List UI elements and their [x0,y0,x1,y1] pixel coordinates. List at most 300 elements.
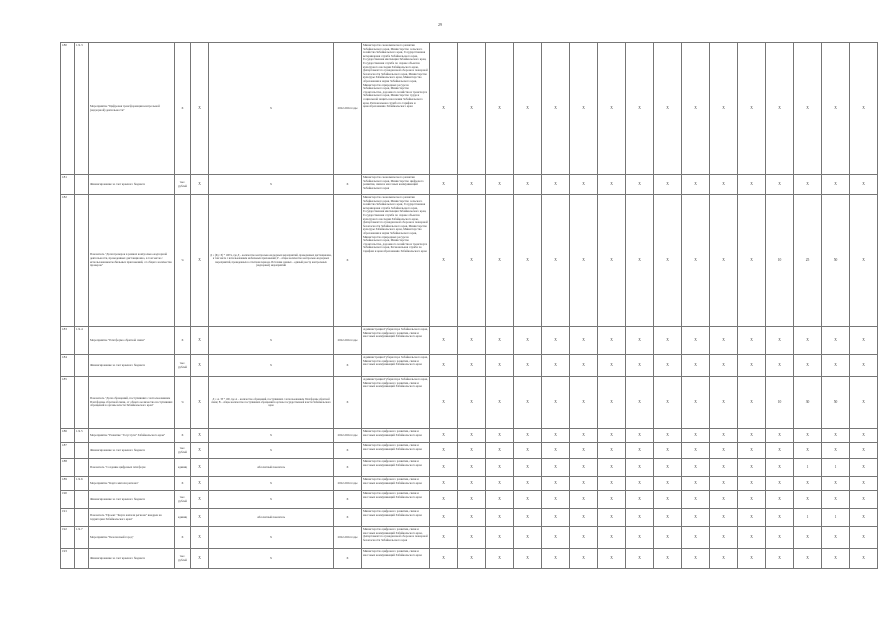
table-row [61,175,878,195]
row-value-cell: Х [430,429,458,443]
row-code-cell: 1.9.3 [75,43,89,175]
table-body [61,43,878,569]
row-value-cell: Х [570,355,598,377]
row-value-cell: Х [486,43,514,175]
row-value-cell: Х [458,477,486,491]
row-value-cell: Х [822,527,850,549]
row-value-cell: Х [486,477,514,491]
table-row [61,459,878,477]
row-number-cell: 189 [61,477,75,491]
row-value-cell: Х [710,429,738,443]
row-value-cell: Х [598,195,626,327]
row-formula-cell: Д = А / В * 100, где А – количество обращений, поступивших с использованием Платформы обратной связи; В – общее количество поступивших обращений в органы государственной власти Забайкальского края [209,377,334,429]
row-value-cell: Х [486,527,514,549]
row-value-cell: Х [682,491,710,509]
row-period-cell: Х [334,491,362,509]
row-value-cell: Х [850,377,878,429]
row-value-cell: Х [626,477,654,491]
row-value-cell: Х [598,175,626,195]
row-value-cell: 25 [794,195,822,327]
row-value-cell: Х [458,527,486,549]
table-row [61,327,878,355]
row-value-cell: Х [514,429,542,443]
row-number-cell: 188 [61,459,75,477]
table-row [61,355,878,377]
row-value-cell: Х [738,549,766,569]
row-value-cell: Х [654,195,682,327]
row-value-cell: Х [430,477,458,491]
row-number-cell: 193 [61,549,75,569]
row-value-cell: Х [738,509,766,527]
row-number-cell: 190 [61,491,75,509]
row-value-cell: Х [514,377,542,429]
row-value-cell: Х [766,443,794,459]
row-source-cell: Х [191,355,209,377]
row-source-cell: Х [191,443,209,459]
row-number-cell: 191 [61,509,75,527]
row-value-cell: Х [710,491,738,509]
row-value-cell: Х [458,549,486,569]
row-value-cell: Х [430,549,458,569]
row-value-cell: Х [430,195,458,327]
row-executor-cell: Министерство экономического развития Забайкальского края, Министерство сельского хозяйства Забайкальского края, Государственная ветеринарная служба Забайкальского края, Государственная инспекция Забайкальского края, Государственная служба по охране объектов культурного наследия Забайкальского края, Департамент по гражданской обороне и пожарной безопасности Забайкальского края, Министерство культуры Забайкальского края, Министерство образования и науки Забайкальского края, Министерство природных ресурсов Забайкальского края, Министерство строительства, дорожного хозяйства и транспорта Забайкальского края, Региональная служба по тарифам и ценообразованию Забайкальского края [362,195,430,327]
row-value-cell: Х [430,175,458,195]
row-value-cell: Х [794,43,822,175]
row-unit-cell: единиц [175,459,191,477]
row-formula-cell: Х [209,477,334,491]
row-value-cell: Х [682,477,710,491]
row-source-cell: Х [191,195,209,327]
row-value-cell: Х [710,443,738,459]
row-value-cell: Х [710,549,738,569]
row-value-cell: Х [458,43,486,175]
row-formula-cell: Абсолютный показатель [209,509,334,527]
row-value-cell: Х [710,43,738,175]
row-code-cell: 1.9.7 [75,527,89,549]
table-row [61,527,878,549]
row-value-cell: Х [486,509,514,527]
row-value-cell: Х [570,527,598,549]
row-value-cell: Х [850,43,878,175]
row-value-cell: Х [822,175,850,195]
row-value-cell: Х [430,377,458,429]
row-value-cell: Х [542,195,570,327]
row-formula-cell: Х [209,527,334,549]
row-unit-cell: тыс. рублей [175,355,191,377]
table-row [61,491,878,509]
row-value-cell: Х [626,327,654,355]
row-value-cell: Х [514,43,542,175]
row-value-cell: Х [794,477,822,491]
row-number-cell: 181 [61,175,75,195]
row-value-cell: Х [682,509,710,527]
row-value-cell: Х [654,549,682,569]
row-value-cell: Х [822,443,850,459]
row-value-cell: Х [738,477,766,491]
row-executor-cell: Министерство цифрового развития, связи и массовых коммуникаций Забайкальского края [362,459,430,477]
row-executor-cell: Администрация Губернатора Забайкальского края, Министерство цифрового развития, связи и массовых коммуникаций Забайкальского края [362,355,430,377]
row-value-cell: Х [570,509,598,527]
row-value-cell: 30 [794,377,822,429]
row-period-cell: Х [334,549,362,569]
row-value-cell: Х [514,443,542,459]
row-value-cell: Х [570,377,598,429]
row-value-cell: Х [710,377,738,429]
row-number-cell: 192 [61,527,75,549]
row-value-cell: Х [654,509,682,527]
row-value-cell: Х [514,527,542,549]
row-executor-cell: Министерство экономического развития Забайкальского края, Министерство сельского хозяйства Забайкальского края, Государственная ветеринарная служба Забайкальского края, Государственная инспекция Забайкальского края, Государственная служба по охране объектов культурного наследия Забайкальского края, Департамент по гражданской обороне и пожарной безопасности Забайкальского края, Министерство культуры Забайкальского края, Министерство образования и науки Забайкальского края, Министерство природных ресурсов Забайкальского края, Министерство строительства, дорожного хозяйства и транспорта Забайкальского края, Министерство труда и социальной защиты населения Забайкальского края, Региональная служба по тарифам и ценообразованию Забайкальского края [362,43,430,175]
row-code-cell: 1.9.5 [75,429,89,443]
row-value-cell: Х [654,377,682,429]
row-value-cell: Х [570,491,598,509]
row-value-cell: Х [514,175,542,195]
row-name-cell: Финансирование за счет краевого бюджета [89,491,175,509]
row-value-cell: Х [486,491,514,509]
row-period-cell: Х [334,443,362,459]
row-value-cell: Х [682,549,710,569]
row-period-cell: 2022-2024 годы [334,43,362,175]
row-value-cell: Х [682,355,710,377]
row-value-cell: 10 [766,195,794,327]
row-value-cell: Х [682,175,710,195]
row-value-cell: Х [430,327,458,355]
row-value-cell: Х [710,327,738,355]
row-formula-cell: Х [209,491,334,509]
row-period-cell: Х [334,377,362,429]
row-code-cell: 1.9.4 [75,327,89,355]
row-executor-cell: Администрация Губернатора Забайкальского края, Министерство цифрового развития, связи и массовых коммуникаций Забайкальского края [362,327,430,355]
row-value-cell: Х [766,459,794,477]
row-code-cell [75,355,89,377]
row-value-cell: Х [766,327,794,355]
row-value-cell: Х [682,459,710,477]
row-value-cell: Х [626,443,654,459]
row-value-cell: Х [850,429,878,443]
row-period-cell: 2022-2024 годы [334,429,362,443]
row-value-cell: Х [598,327,626,355]
row-value-cell: Х [542,377,570,429]
row-value-cell: Х [598,429,626,443]
row-value-cell: Х [486,175,514,195]
row-number-cell: 185 [61,377,75,429]
row-value-cell: Х [570,549,598,569]
row-value-cell: Х [542,477,570,491]
row-name-cell: Финансирование за счет краевого бюджета [89,355,175,377]
row-value-cell: Х [794,549,822,569]
row-period-cell: Х [334,175,362,195]
row-value-cell: Х [738,491,766,509]
row-code-cell [75,195,89,327]
row-value-cell: Х [850,509,878,527]
row-value-cell: Х [766,509,794,527]
row-value-cell: Х [570,429,598,443]
row-source-cell: Х [191,509,209,527]
row-formula-cell: Х [209,443,334,459]
row-executor-cell: Министерство цифрового развития, связи и массовых коммуникаций Забайкальского края [362,443,430,459]
row-value-cell: Х [682,443,710,459]
row-value-cell: Х [738,327,766,355]
row-executor-cell: Министерство цифрового развития, связи и массовых коммуникаций Забайкальского края [362,477,430,491]
row-value-cell: Х [710,509,738,527]
row-value-cell: Х [458,195,486,327]
row-value-cell: Х [598,527,626,549]
row-value-cell: Х [850,549,878,569]
row-source-cell: Х [191,549,209,569]
row-code-cell [75,377,89,429]
row-value-cell: Х [542,443,570,459]
row-value-cell: Х [794,443,822,459]
row-value-cell: 1 [794,459,822,477]
row-executor-cell: Министерство цифрового развития, связи и массовых коммуникаций Забайкальского края [362,549,430,569]
row-value-cell: Х [766,527,794,549]
row-code-cell [75,549,89,569]
row-value-cell: Х [542,491,570,509]
row-value-cell: Х [626,355,654,377]
row-value-cell: Х [486,195,514,327]
row-source-cell: Х [191,377,209,429]
row-name-cell: Мероприятие "Безопасный город" [89,527,175,549]
row-value-cell: Х [458,377,486,429]
row-value-cell: Х [542,549,570,569]
row-unit-cell: тыс. рублей [175,175,191,195]
row-value-cell: 1 [794,509,822,527]
row-value-cell: Х [598,355,626,377]
row-number-cell: 187 [61,443,75,459]
row-value-cell: Х [654,477,682,491]
row-name-cell: Финансирование за счет краевого бюджета [89,549,175,569]
row-value-cell: Х [514,195,542,327]
table-row [61,509,878,527]
row-source-cell: Х [191,527,209,549]
row-period-cell: 2022-2024 годы [334,327,362,355]
row-executor-cell: Министерство цифрового развития, связи и массовых коммуникаций Забайкальского края [362,509,430,527]
row-value-cell: Х [430,527,458,549]
table-row [61,549,878,569]
row-source-cell: Х [191,175,209,195]
row-value-cell: Х [486,459,514,477]
row-unit-cell: Х [175,43,191,175]
row-value-cell: Х [626,491,654,509]
row-value-cell: 10 [766,377,794,429]
row-code-cell [75,443,89,459]
row-value-cell: Х [598,459,626,477]
row-value-cell: Х [654,355,682,377]
row-value-cell: Х [654,443,682,459]
row-value-cell: Х [738,195,766,327]
row-value-cell: Х [626,509,654,527]
row-name-cell: Показатель "Создание цифровых платформ [89,459,175,477]
row-name-cell: Финансирование за счет краевого бюджета [89,443,175,459]
row-value-cell: Х [850,195,878,327]
row-value-cell: Х [682,377,710,429]
row-value-cell: Х [794,355,822,377]
row-value-cell: Х [598,43,626,175]
row-code-cell [75,509,89,527]
row-value-cell: 1 [822,459,850,477]
row-value-cell: Х [738,429,766,443]
row-value-cell: Х [850,443,878,459]
table-row [61,43,878,175]
row-value-cell: Х [486,327,514,355]
row-value-cell: Х [598,377,626,429]
row-executor-cell: Администрация Губернатора Забайкальского края, Министерство цифрового развития, связи и массовых коммуникаций Забайкальского края [362,377,430,429]
row-value-cell: Х [458,459,486,477]
row-formula-cell: Х [209,327,334,355]
row-value-cell: Х [458,355,486,377]
row-value-cell: Х [738,443,766,459]
row-value-cell: Х [682,327,710,355]
row-unit-cell: единиц [175,509,191,527]
row-value-cell: Х [794,327,822,355]
row-number-cell: 184 [61,355,75,377]
row-code-cell [75,175,89,195]
row-formula-cell: Х [209,355,334,377]
row-value-cell: 50 [822,195,850,327]
row-name-cell: Мероприятие "Платформа обратной связи" [89,327,175,355]
row-source-cell: Х [191,459,209,477]
row-value-cell: Х [626,195,654,327]
row-value-cell: Х [654,491,682,509]
row-value-cell: Х [514,477,542,491]
row-value-cell: Х [486,429,514,443]
row-value-cell: Х [626,175,654,195]
row-value-cell: Х [514,355,542,377]
row-value-cell: Х [710,477,738,491]
row-source-cell: Х [191,327,209,355]
row-value-cell: Х [850,527,878,549]
row-unit-cell: тыс. рублей [175,443,191,459]
row-value-cell: Х [626,429,654,443]
row-value-cell: Х [850,491,878,509]
row-value-cell: Х [570,459,598,477]
row-value-cell: 1 [822,509,850,527]
row-name-cell: Мероприятие "Цифровая трансформация контрольной (надзорной) деятельности" [89,43,175,175]
row-code-cell [75,491,89,509]
row-source-cell: Х [191,477,209,491]
row-name-cell: Показатель "Доля проверок в рамках контрольно-надзорной деятельности, проведенных дистанционно, в том числе с использованием мобильных приложений, от общего количества проверок" [89,195,175,327]
row-value-cell: Х [514,549,542,569]
row-value-cell: Х [570,175,598,195]
row-value-cell: Х [430,355,458,377]
row-executor-cell: Министерство цифрового развития, связи и массовых коммуникаций Забайкальского края, Департамент по гражданской обороне и пожарной безопасности Забайкальского края [362,527,430,549]
row-period-cell: Х [334,509,362,527]
row-source-cell: Х [191,43,209,175]
row-value-cell: Х [850,459,878,477]
table-row [61,429,878,443]
row-value-cell: Х [710,355,738,377]
row-executor-cell: Министерство цифрового развития, связи и массовых коммуникаций Забайкальского края [362,429,430,443]
table-row [61,195,878,327]
row-unit-cell: Х [175,527,191,549]
row-value-cell: Х [654,175,682,195]
row-value-cell: Х [794,491,822,509]
row-value-cell: Х [766,175,794,195]
row-value-cell: Х [766,355,794,377]
row-value-cell: Х [794,175,822,195]
row-name-cell: Мероприятие "Развитие "Госуслуги" Забайкальского края" [89,429,175,443]
row-period-cell: Х [334,195,362,327]
row-source-cell: Х [191,491,209,509]
row-value-cell: Х [598,549,626,569]
row-value-cell: Х [738,175,766,195]
row-value-cell: Х [738,459,766,477]
row-value-cell: Х [458,175,486,195]
row-value-cell: Х [822,429,850,443]
row-value-cell: Х [682,527,710,549]
row-value-cell: Х [570,443,598,459]
row-value-cell: Х [850,355,878,377]
row-value-cell: Х [682,195,710,327]
row-value-cell: Х [626,43,654,175]
row-value-cell: Х [654,327,682,355]
row-value-cell: Х [542,429,570,443]
row-value-cell: Х [458,429,486,443]
row-period-cell: Х [334,459,362,477]
row-formula-cell: Х [209,175,334,195]
row-value-cell: Х [822,491,850,509]
row-value-cell: Х [458,327,486,355]
row-value-cell: Х [850,327,878,355]
row-value-cell: Х [570,477,598,491]
row-value-cell: Х [514,509,542,527]
row-value-cell: Х [794,429,822,443]
row-executor-cell: Министерство цифрового развития, связи и массовых коммуникаций Забайкальского края [362,491,430,509]
table-row [61,443,878,459]
row-value-cell: Х [430,509,458,527]
row-value-cell: Х [682,429,710,443]
row-source-cell: Х [191,429,209,443]
row-unit-cell: % [175,377,191,429]
row-value-cell: Х [542,459,570,477]
table-row [61,477,878,491]
row-value-cell: Х [542,355,570,377]
row-value-cell: Х [738,377,766,429]
row-value-cell: Х [626,377,654,429]
row-value-cell: Х [822,477,850,491]
row-name-cell: Финансирование за счет краевого бюджета [89,175,175,195]
row-value-cell: Х [850,175,878,195]
row-value-cell: Х [430,43,458,175]
row-formula-cell: Х [209,429,334,443]
row-value-cell: Х [738,43,766,175]
row-value-cell: Х [542,43,570,175]
row-value-cell: Х [542,327,570,355]
row-value-cell: Х [570,43,598,175]
row-value-cell: Х [626,549,654,569]
row-name-cell: Показатель "Проект "Карта жителя региона" внедрен на территории Забайкальского края" [89,509,175,527]
row-value-cell: Х [738,355,766,377]
row-value-cell: Х [570,327,598,355]
row-formula-cell: Х [209,43,334,175]
row-value-cell: Х [514,491,542,509]
row-value-cell: Х [654,43,682,175]
row-value-cell: Х [486,377,514,429]
row-value-cell: Х [850,477,878,491]
row-executor-cell: Министерство экономического развития Забайкальского края, Министерство цифрового развития, связи и массовых коммуникаций Забайкальского края [362,175,430,195]
row-value-cell: Х [542,527,570,549]
row-value-cell: Х [430,491,458,509]
row-number-cell: 183 [61,327,75,355]
row-value-cell: Х [822,43,850,175]
row-value-cell: Х [654,459,682,477]
row-value-cell: Х [626,459,654,477]
program-table [60,42,878,569]
row-name-cell: Мероприятие "Карта жителя региона" [89,477,175,491]
row-value-cell: Х [822,549,850,569]
row-value-cell: Х [514,327,542,355]
row-value-cell: Х [458,509,486,527]
